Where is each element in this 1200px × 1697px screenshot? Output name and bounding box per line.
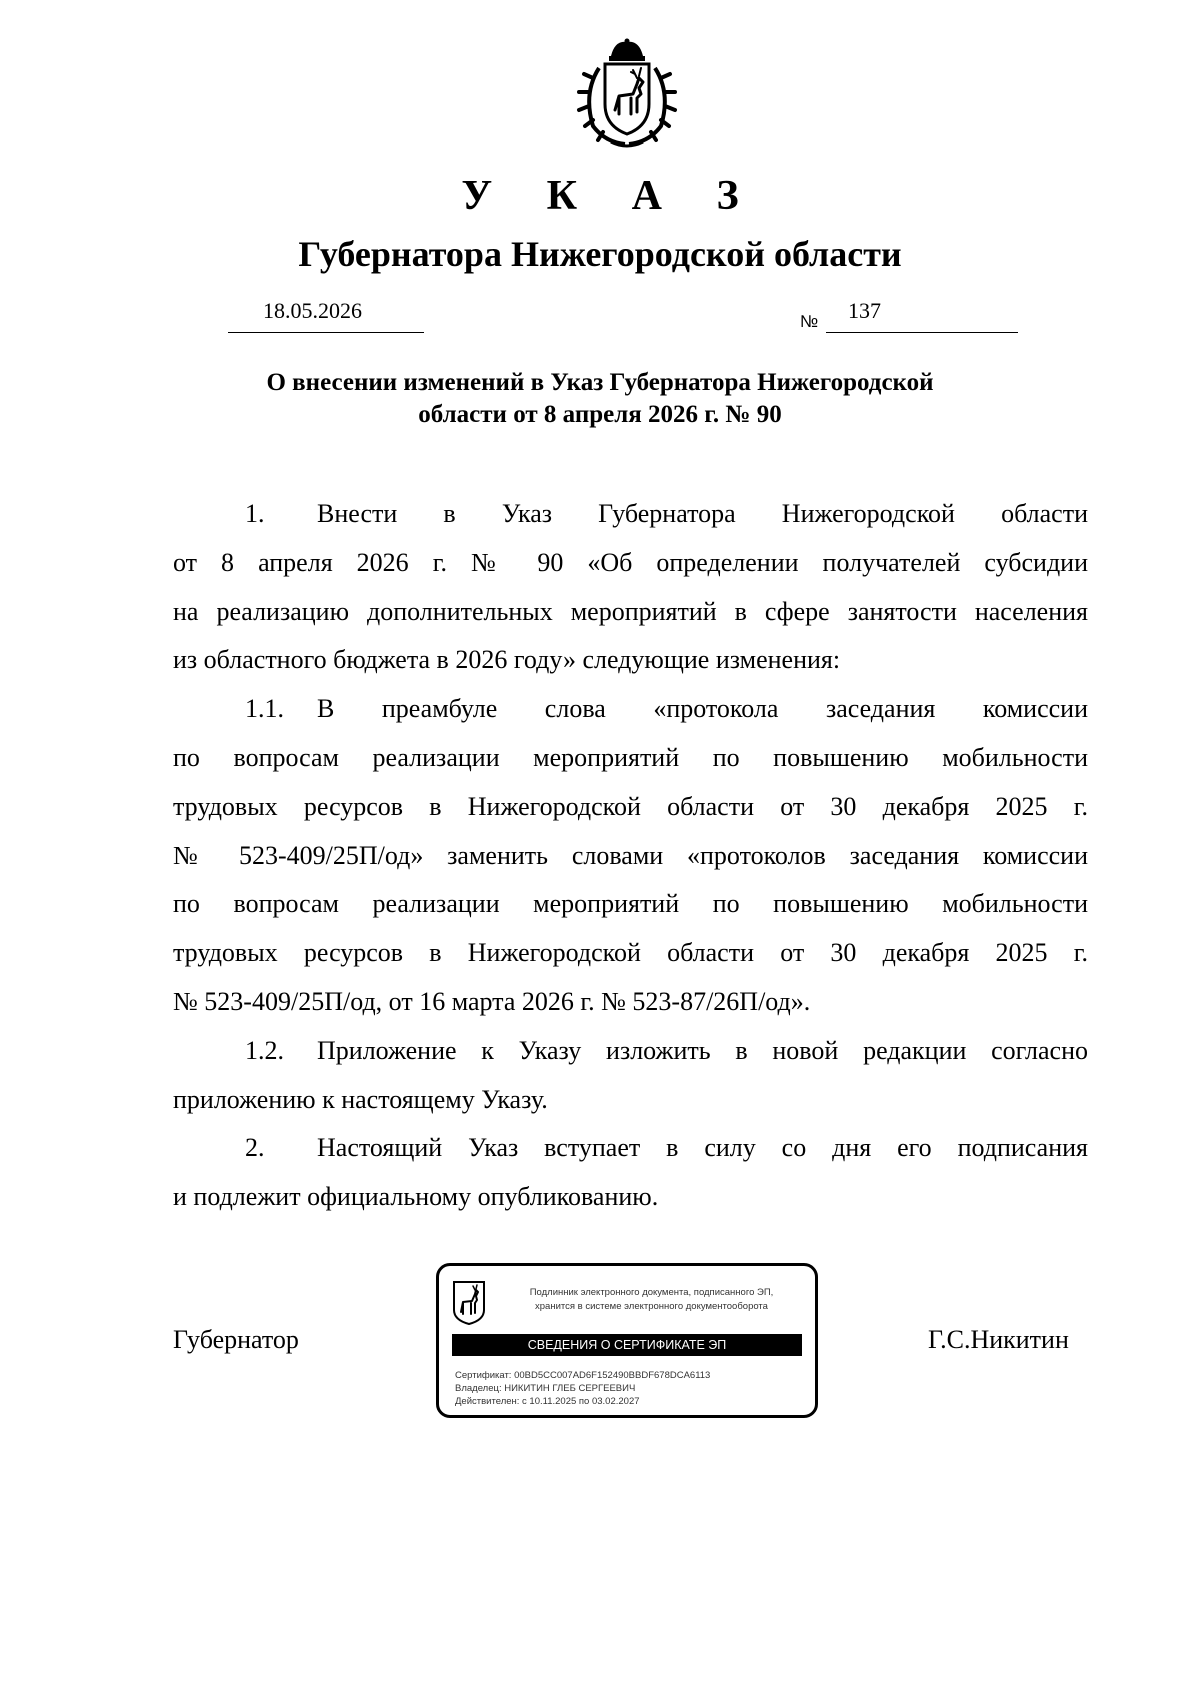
paragraph-label: 1.2.: [245, 1035, 284, 1065]
electronic-signature-stamp: [436, 1263, 818, 1418]
body-line: по вопросам реализации мероприятий по повышению мобильности: [173, 742, 1088, 772]
body-line: № 523-409/25П/од, от 16 марта 2026 г. № 523-87/26П/од».: [173, 986, 811, 1016]
subject-line: области от 8 апреля 2026 г. № 90: [418, 401, 782, 428]
document-type-title: У К А З: [461, 173, 761, 219]
certificate-id: Сертификат: 00BD5CC007AD6F152490BBDF678DCA6113: [455, 1370, 711, 1381]
stamp-note: Подлинник электронного документа, подписанного ЭП, хранится в системе электронного документооборота: [529, 1287, 774, 1312]
coat-of-arms-icon: [575, 38, 679, 150]
body-line: трудовых ресурсов в Нижегородской области от 30 декабря 2025 г.: [173, 938, 1088, 968]
certificate-header: СВЕДЕНИЯ О СЕРТИФИКАТЕ ЭП: [452, 1334, 802, 1356]
subject-line: О внесении изменений в Указ Губернатора Нижегородской: [266, 369, 934, 396]
signer-position: Губернатор: [173, 1325, 299, 1354]
body-line: по вопросам реализации мероприятий по повышению мобильности: [173, 889, 1088, 919]
body-line: из областного бюджета в 2026 году» следующие изменения:: [173, 645, 841, 675]
body-line: 1. Внести в Указ Губернатора Нижегородской области: [173, 490, 1088, 539]
date-field: [228, 298, 424, 333]
body-line: на реализацию дополнительных мероприятий в сфере занятости населения: [173, 596, 1088, 626]
deer-emblem-icon: [452, 1280, 486, 1326]
document-number: 137: [848, 298, 881, 323]
body-line: 2. Настоящий Указ вступает в силу со дня его подписания: [173, 1124, 1088, 1173]
document-date: 18.05.2026: [263, 298, 362, 323]
body-line: приложению к настоящему Указу.: [173, 1084, 548, 1114]
body-line: № 523-409/25П/од» заменить словами «протоколов заседания комиссии: [173, 840, 1088, 870]
paragraph-label: 1.: [245, 499, 265, 528]
number-sign: №: [800, 312, 819, 331]
body-line: трудовых ресурсов в Нижегородской области от 30 декабря 2025 г.: [173, 791, 1088, 821]
paragraph-label: 1.1.: [245, 694, 284, 724]
body-line: от 8 апреля 2026 г. № 90 «Об определении получателей субсидии: [173, 547, 1088, 577]
document-body: [173, 490, 1088, 1222]
signer-name: Г.С.Никитин: [928, 1325, 1069, 1354]
document-subject: [150, 367, 1050, 431]
certificate-owner: Владелец: НИКИТИН ГЛЕБ СЕРГЕЕВИЧ: [455, 1383, 636, 1394]
issuer-title: Губернатора Нижегородской области: [298, 234, 902, 274]
body-line: и подлежит официальному опубликованию.: [173, 1182, 659, 1212]
number-field: [826, 298, 1018, 333]
body-line: 1.2. Приложение к Указу изложить в новой редакции согласно: [173, 1027, 1088, 1076]
paragraph-label: 2.: [245, 1133, 265, 1163]
body-line: 1.1. В преамбуле слова «протокола заседания комиссии: [173, 685, 1088, 734]
certificate-info: [455, 1369, 710, 1408]
certificate-validity: Действителен: с 10.11.2025 по 03.02.2027: [455, 1396, 640, 1407]
